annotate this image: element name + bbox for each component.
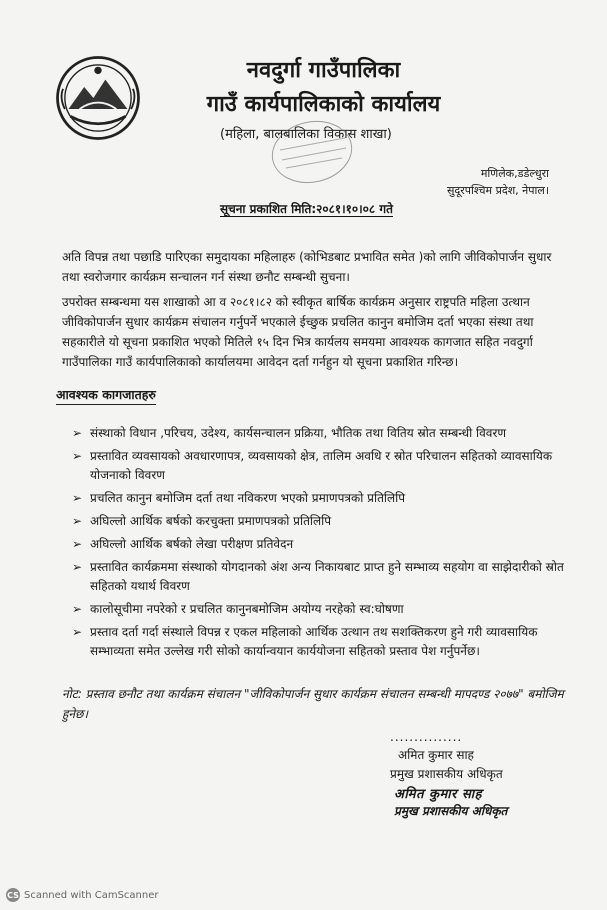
office-name: नवदुर्गा गाउँपालिका — [246, 58, 401, 83]
camscanner-logo-icon: CS — [6, 888, 20, 902]
arrow-bullet-icon: ➢ — [72, 426, 83, 440]
list-item: ➢ प्रस्तावित कार्यक्रममा संस्थाको योगदानको अंश अन्य निकायबाट प्राप्त हुने सम्भाव्य सहयोग वा साझेदारीको स्रोत सहितको यथार्थ विवरण — [72, 560, 564, 593]
arrow-bullet-icon: ➢ — [72, 560, 83, 574]
address-line-1: मणिलेक,डडेल्धुरा — [480, 167, 549, 180]
list-item: ➢ प्रस्तावित व्यवसायको अवधारणापत्र, व्यवसायको क्षेत्र, तालिम अवधि र स्रोत परिचालन सहितको व्यावसायिक योजनाको विवरण — [72, 449, 553, 482]
list-item: ➢ अघिल्लो आर्थिक बर्षको करचुक्ता प्रमाणपत्रको प्रतिलिपि — [72, 512, 572, 531]
list-item: ➢ संस्थाको विधान ,परिचय, उदेश्य, कार्यसन्चालन प्रक्रिया, भौतिक तथा वितिय स्रोत सम्बन्धी विवरण — [72, 424, 572, 443]
list-item: ➢ कालोसूचीमा नपरेको र प्रचलित कानुनबमोजिम अयोग्य नरहेको स्व:घोषणा — [72, 600, 572, 619]
arrow-bullet-icon: ➢ — [72, 537, 83, 551]
arrow-bullet-icon: ➢ — [72, 514, 83, 528]
note-text: नोट: प्रस्ताव छनौट तथा कार्यक्रम संचालन "जीविकोपार्जन सुधार कार्यक्रम संचालन सम्बन्धी मापदण्ड २०७७" बमोजिम हुनेछ। — [62, 687, 564, 721]
arrow-bullet-icon: ➢ — [72, 491, 83, 505]
requirements-list — [72, 424, 572, 665]
list-item: ➢ प्रचलित कानुन बमोजिम दर्ता तथा नविकरण भएको प्रमाणपत्रको प्रतिलिपि — [72, 489, 572, 508]
arrow-bullet-icon: ➢ — [72, 625, 83, 639]
signature-line: ............... — [390, 730, 463, 744]
list-item: ➢ प्रस्ताव दर्ता गर्दा संस्थाले विपन्न र एकल महिलाको आर्थिक उत्थान तथ सशक्तिकरण हुने गरी व्यावसायिक सम्भाव्यता समेत उल्लेख गरी सोको कार्यान्वयान कार्ययोजना सहितको प्रस्ताव पेश गर्नुपर्नेछ। — [72, 625, 538, 658]
scanner-text: Scanned with CamScanner — [24, 889, 159, 901]
signatory-title: प्रमुख प्रशासकीय अधिकृत — [390, 767, 503, 781]
scanner-watermark — [6, 888, 159, 902]
signature-block — [380, 730, 580, 819]
signatory-stamp-name: अमित कुमार साह — [394, 787, 483, 802]
list-item: ➢ अघिल्लो आर्थिक बर्षको लेखा परीक्षण प्रतिवेदन — [72, 535, 572, 554]
arrow-bullet-icon: ➢ — [72, 602, 83, 616]
arrow-bullet-icon: ➢ — [72, 449, 83, 463]
requirements-heading: आवश्यक कागजातहरु — [56, 386, 156, 405]
office-subtitle: गाउँ कार्यपालिकाको कार्यालय — [206, 92, 441, 117]
signatory-stamp-title: प्रमुख प्रशासकीय अधिकृत — [394, 804, 508, 818]
notice-subject: अति विपन्न तथा पछाडि पारिएका समुदायका महिलाहरु (कोभिडबाट प्रभावित समेत )को लागि जीविकोपार्जन सुधार तथा स्वरोजगार कार्यक्रम सन्चालन गर्न संस्था छनौट सम्बन्धी सुचना। — [62, 250, 552, 284]
signatory-name: अमित कुमार साह — [398, 748, 474, 762]
notice-date: सूचना प्रकाशित मिति:२०८१।१०।०८ गते — [220, 202, 393, 216]
address-line-2: सुदूरपश्चिम प्रदेश, नेपाल। — [446, 184, 549, 197]
branch-name: (महिला, बालबालिका विकास शाखा) — [220, 127, 392, 142]
notice-paragraph: उपरोक्त सम्बन्धमा यस शाखाको आ व २०८१।८२ को स्वीकृत बार्षिक कार्यक्रम अनुसार राष्ट्रपति महिला उत्थान जीविकोपार्जन सुधार कार्यक्रम संचालन गर्नुपर्ने भएकाले ईच्छुक प्रचलित कानुन बमोजिम दर्ता भएका संस्था तथा सहकारीले यो सूचना प्रकाशित भएको मितिले १५ दिन भित्र कार्यलय समयमा आवश्यक कागजात सहित नवदुर्गा गाउँपालिका गाउँ कार्यपालिकाको कार्यालयमा आवेदन दर्ता गर्नहुन यो सूचना प्रकाशित गरिन्छ। — [62, 295, 534, 369]
office-stamp-icon — [250, 110, 370, 190]
